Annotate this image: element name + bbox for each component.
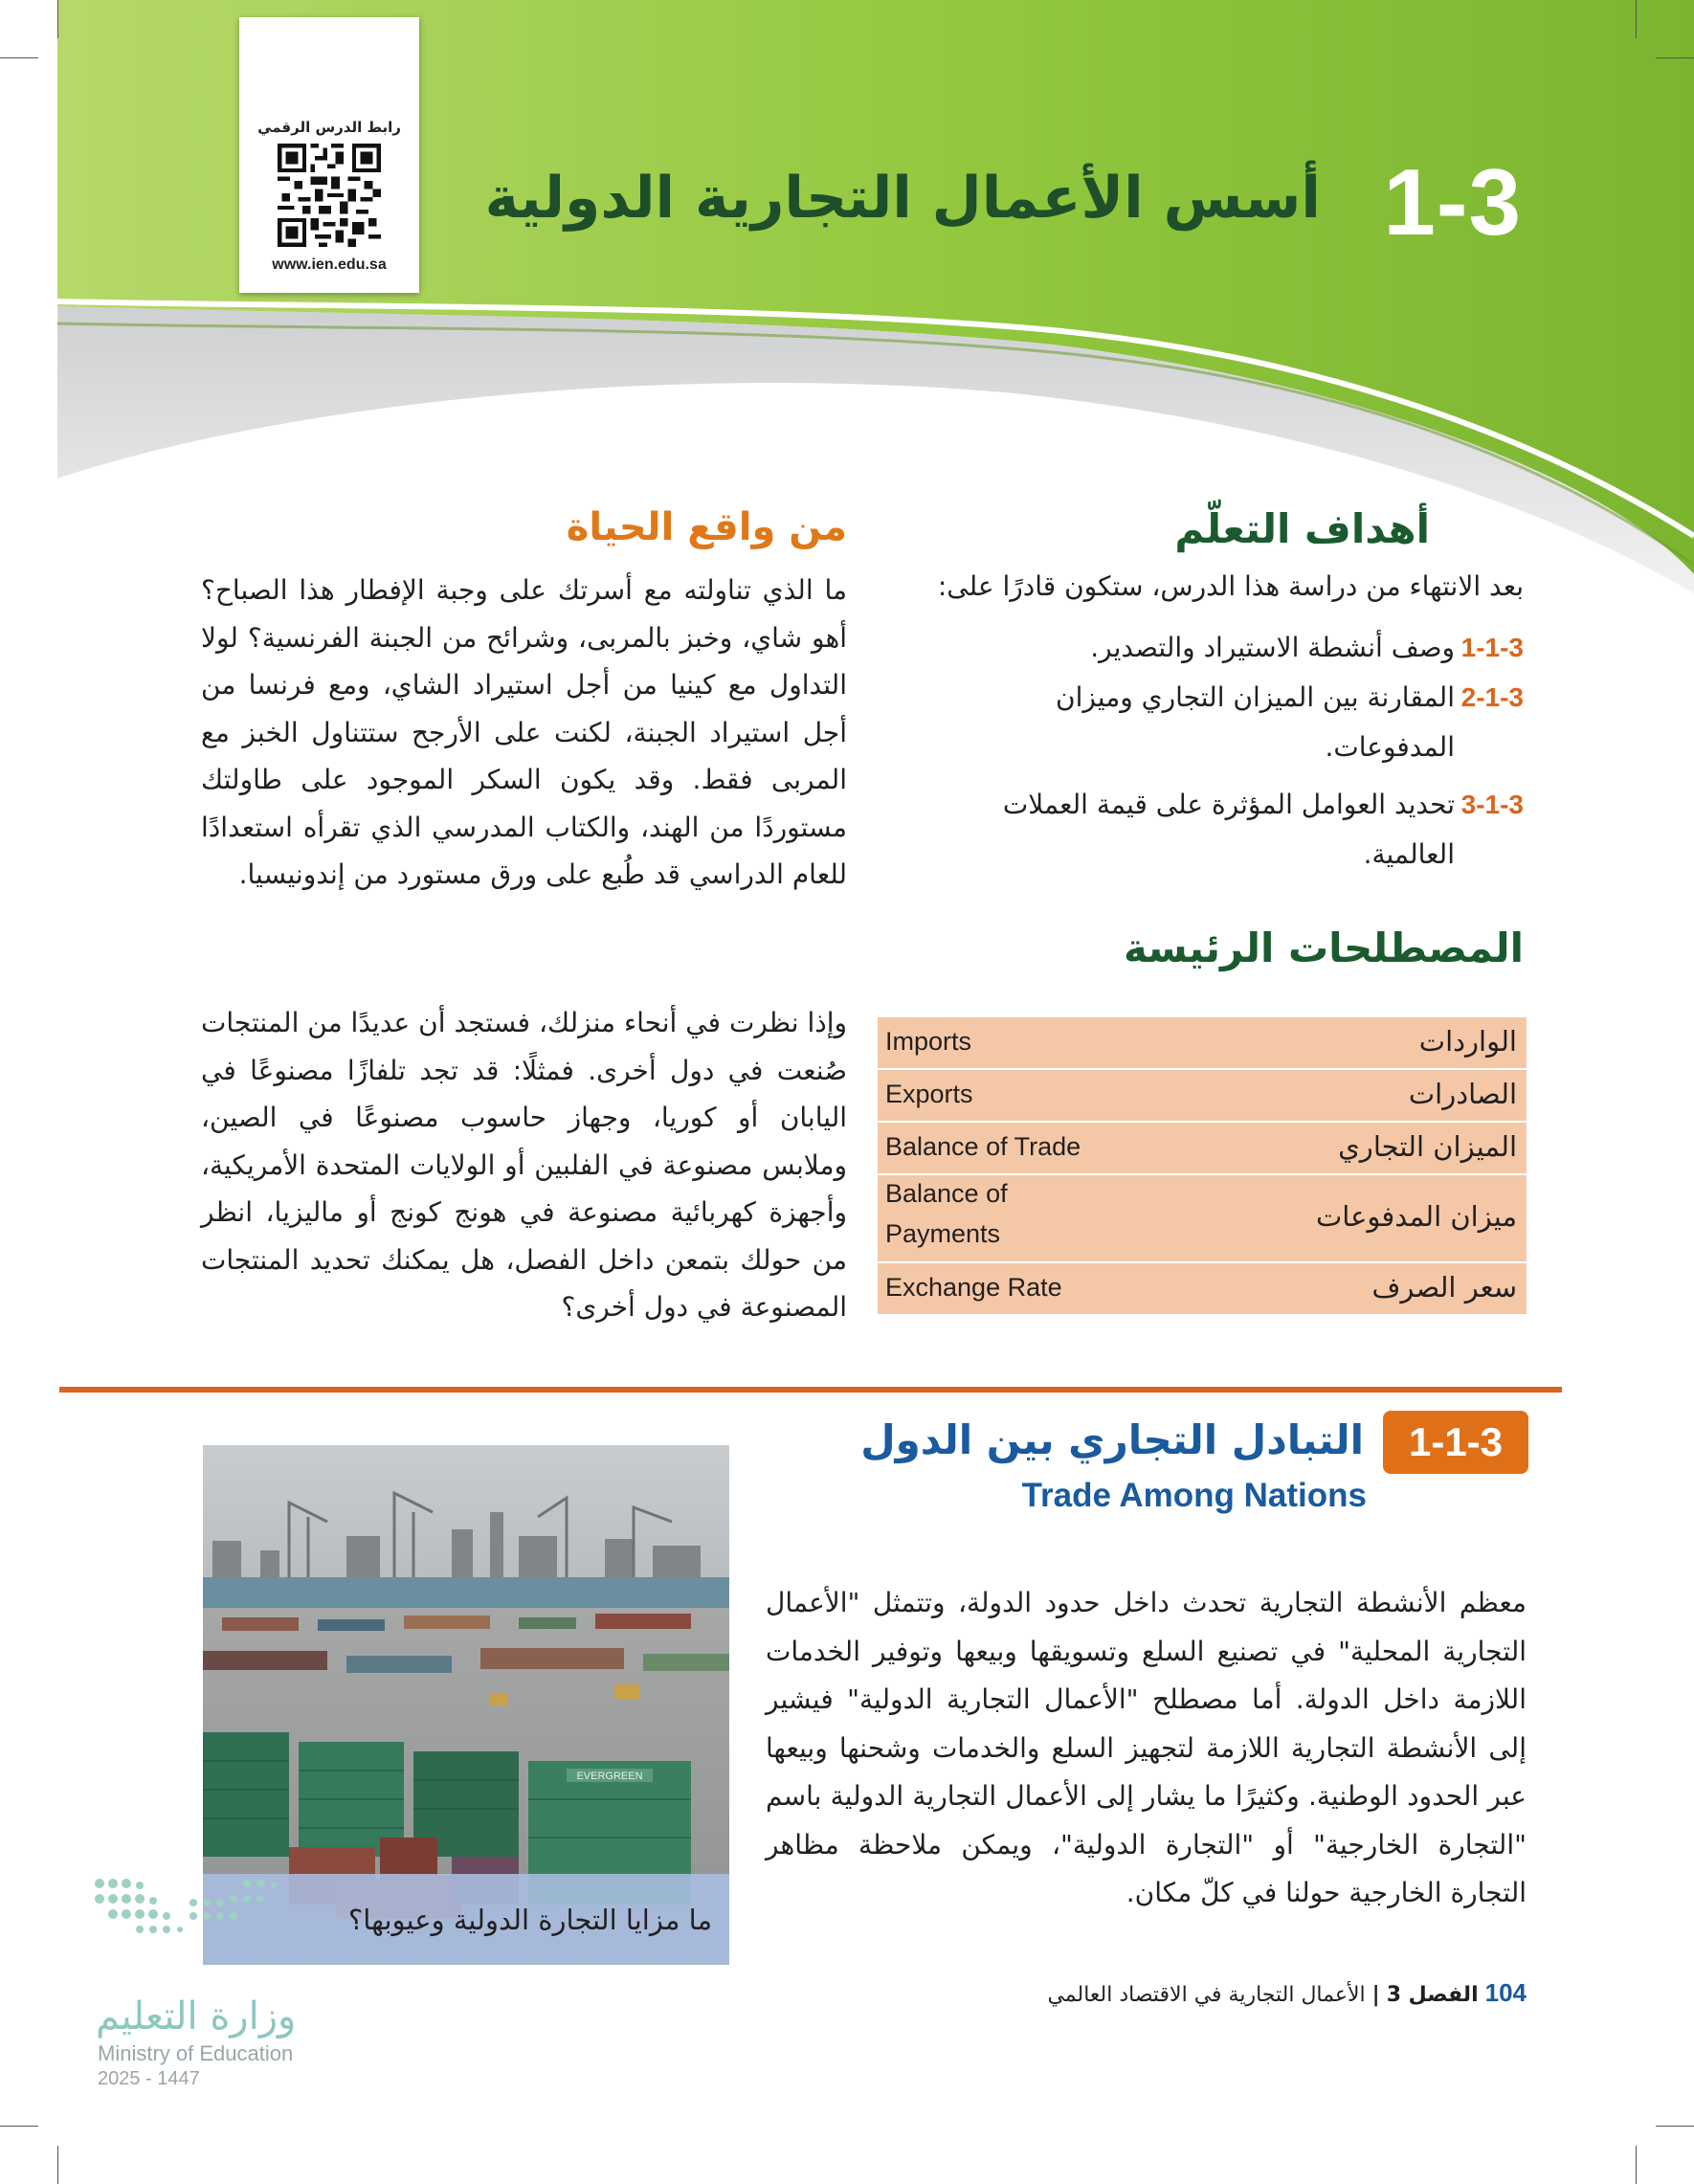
objective-text-cont: العالمية. <box>1363 838 1455 870</box>
section-title-en: Trade Among Nations <box>1021 1477 1367 1514</box>
key-terms-heading: المصطلحات الرئيسة <box>1123 925 1524 971</box>
term-row <box>878 1263 1527 1314</box>
lesson-title: أسس الأعمال التجارية الدولية <box>484 165 1321 232</box>
objective-text: المقارنة بين الميزان التجاري وميزان <box>1056 681 1455 713</box>
qr-code-icon[interactable] <box>278 144 381 247</box>
qr-url[interactable]: www.ien.edu.sa <box>272 256 387 273</box>
objective-text: تحديد العوامل المؤثرة على قيمة العملات <box>1002 789 1455 820</box>
lesson-number: 1-3 <box>1383 149 1522 255</box>
crop-mark <box>1636 2146 1637 2184</box>
real-life-paragraph-2: وإذا نظرت في أنحاء منزلك، فستجد أن عديدًا من المنتجات صُنعت في دول أخرى. فمثلًا: قد تجد تلفازًا مصنوعًا في اليابان أو كوريا، وجهاز حاسوب مصنوعًا في الصين، وملابس مصنوعة في الفلبين أو الولايات المتحدة الأمريكية، وأجهزة كهربائية مصنوعة في هونج كونج أو ماليزيا، انظر من حولك بتمعن داخل الفصل، هل يمكنك تحديد المنتجات المصنوعة في دول أخرى؟ <box>201 1007 847 1323</box>
objective-number: 1-1-3 <box>1460 633 1524 662</box>
objective-item <box>849 624 1524 672</box>
chapter-title: الأعمال التجارية في الاقتصاد العالمي <box>1047 1983 1366 2007</box>
objective-item <box>849 674 1524 769</box>
term-en: Exports <box>885 1080 973 1108</box>
term-en: Exchange Rate <box>885 1273 1062 1302</box>
term-ar: سعر الصرف <box>1371 1271 1517 1304</box>
crop-mark <box>0 2126 38 2127</box>
photo-caption: ما مزايا التجارة الدولية وعيوبها؟ <box>203 1874 729 1965</box>
term-ar: الواردات <box>1418 1025 1517 1058</box>
crop-mark <box>57 0 58 38</box>
section-title-ar: التبادل التجاري بين الدول <box>860 1416 1364 1463</box>
term-ar: الميزان التجاري <box>1338 1130 1517 1163</box>
term-en: Balance of <box>885 1179 1008 1208</box>
term-en: Balance of Trade <box>885 1132 1081 1161</box>
term-ar: الصادرات <box>1408 1078 1517 1110</box>
term-row <box>878 1070 1527 1123</box>
crop-mark <box>1656 57 1694 58</box>
qr-card[interactable] <box>239 17 419 293</box>
section-divider <box>59 1387 1562 1393</box>
footer-separator: | <box>1371 1983 1380 2007</box>
objective-text-cont: المدفوعات. <box>1325 731 1455 763</box>
real-life-paragraph-1: ما الذي تناولته مع أسرتك على وجبة الإفطار هذا الصباح؟ أهو شاي، وخبز بالمربى، وشرائح من الجبنة الفرنسية؟ لولا التداول مع كينيا من أجل استيراد الشاي، ومع فرنسا من أجل استيراد الجبنة، لكنت على الأرجح ستتناول الخبز مع المربى فقط. وقد يكون السكر الموجود على طاولتك مستوردًا من الهند، والكتاب المدرسي الذي تقرأه استعدادًا للعام الدراسي قد طُبع على ورق مستورد من إندونيسيا. <box>201 574 847 890</box>
crop-mark <box>1636 0 1637 38</box>
crop-mark <box>1656 2126 1694 2127</box>
term-en-cont: Payments <box>885 1219 1001 1248</box>
key-terms-table <box>878 1017 1527 1314</box>
crop-mark <box>57 2146 58 2184</box>
ministry-name-ar: وزارة التعليم <box>96 1995 297 2039</box>
term-row <box>878 1017 1527 1070</box>
chapter-label: الفصل 3 <box>1386 1983 1479 2007</box>
crop-mark <box>0 57 38 58</box>
ministry-year: 2025 - 1447 <box>98 2068 200 2089</box>
objectives-heading: أهداف التعلّم <box>1174 505 1430 552</box>
term-ar: ميزان المدفوعات <box>1315 1200 1517 1233</box>
container-label: EVERGREEN <box>576 1771 643 1782</box>
term-row <box>878 1175 1527 1263</box>
ministry-dots-icon <box>88 1874 308 1970</box>
qr-label: رابط الدرس الرقمي <box>257 119 401 136</box>
objectives-intro: بعد الانتهاء من دراسة هذا الدرس، ستكون قادرًا على: <box>937 570 1524 602</box>
section-paragraph: معظم الأنشطة التجارية تحدث داخل حدود الدولة، وتتمثل "الأعمال التجارية المحلية" في تصنيع السلع وتسويقها وبيعها وتوفير الخدمات اللازمة داخل الدولة. أما مصطلح "الأعمال التجارية الدولية" فيشير إلى الأنشطة التجارية اللازمة لتجهيز السلع والخدمات وشحنها وبيعها عبر الحدود الوطنية. وكثيرًا ما يشار إلى الأعمال التجارية الدولية باسم "التجارة الخارجية" أو "التجارة الدولية"، ويمكن ملاحظة مظاهر التجارة الخارجية حولنا في كلّ مكان. <box>766 1587 1527 1908</box>
page-number: 104 <box>1484 1978 1527 2007</box>
objective-number: 2-1-3 <box>1460 682 1524 712</box>
objective-item <box>849 781 1524 877</box>
page-footer <box>1047 1978 1527 2008</box>
section-number-badge: 1-1-3 <box>1383 1411 1528 1474</box>
objective-text: وصف أنشطة الاستيراد والتصدير. <box>1090 632 1455 663</box>
term-row <box>878 1123 1527 1175</box>
objective-number: 3-1-3 <box>1460 790 1524 819</box>
ministry-name-en: Ministry of Education <box>98 2041 294 2065</box>
real-life-heading: من واقع الحياة <box>566 505 847 549</box>
term-en: Imports <box>885 1027 972 1056</box>
